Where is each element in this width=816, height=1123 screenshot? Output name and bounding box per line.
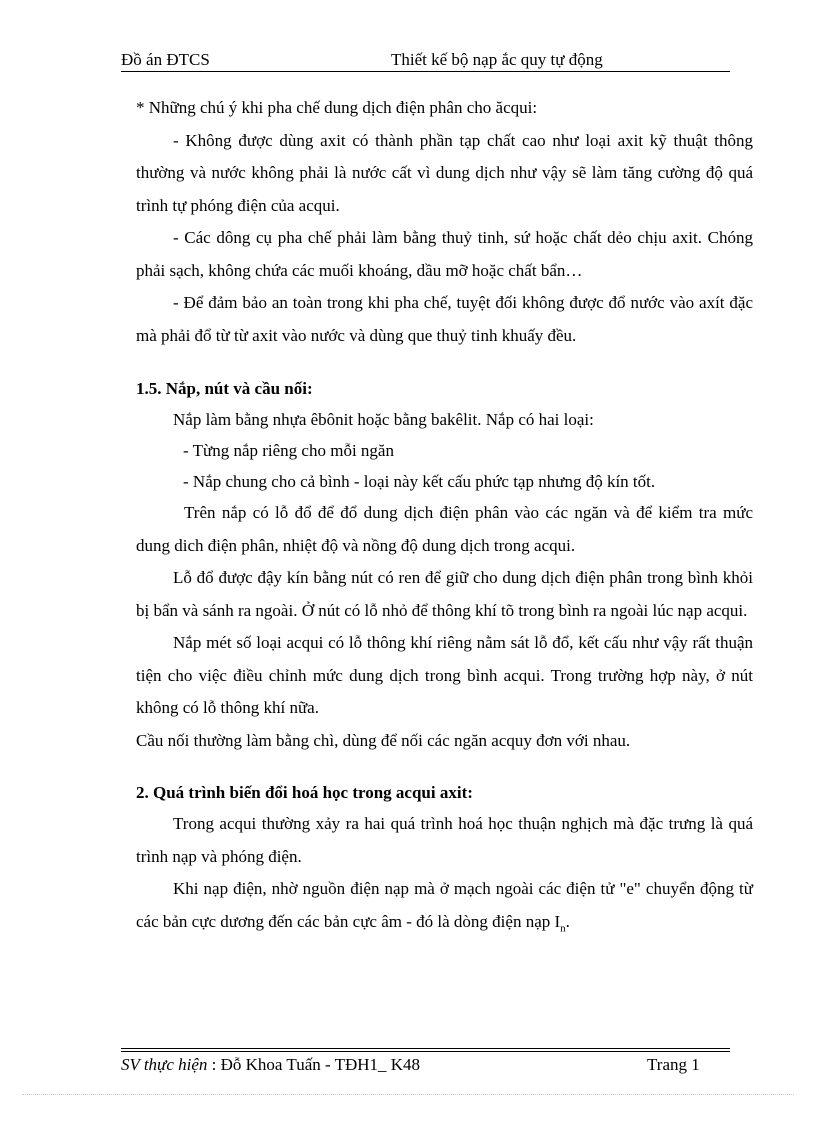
paragraph-chemical-process: Trong acqui thường xảy ra hai quá trình hoá học thuận nghịch mà đặc trưng là quá trình nạp và phóng điện. (136, 814, 753, 866)
paragraph-vent: Nắp mét số loại acqui có lỗ thông khí riêng nằm sát lỗ đổ, kết cấu như vậy rất thuận tiện cho việc điều chỉnh mức dung dịch trong bình acqui. Trong trường hợp này, ở nút không có lỗ thông khí nữa. (136, 633, 753, 717)
footer-author-label: SV thực hiện (121, 1055, 208, 1074)
footer-author-name: : Đỗ Khoa Tuấn - TĐH1_ K48 (207, 1055, 421, 1074)
charging-period: . (565, 911, 570, 931)
section-heading-1-5: 1.5. Nắp, nút và cầu nối: (136, 379, 313, 398)
paragraph-notes-intro: * Những chú ý khi pha chế dung dịch điện phân cho ăcqui: (136, 98, 538, 117)
paragraph-acid-impurity: - Không được dùng axit có thành phần tạp chất cao như loại axit kỹ thuật thông thường và nước không phải là nước cất vì dung dịch như vậy sẽ làm tăng cường độ quá trình tự phóng điện của acqui. (136, 130, 753, 215)
footer-rule-top (121, 1048, 730, 1049)
document-body (136, 92, 753, 938)
header-rule (121, 71, 730, 72)
paragraph-cap-material: Nắp làm bằng nhựa êbônit hoặc bằng bakêlit. Nắp có hai loại: (173, 410, 594, 429)
paragraph-fill-hole: Trên nắp có lỗ đổ để đổ dung dịch điện phân vào các ngăn và để kiểm tra mức dung dich điện phân, nhiệt độ và nồng độ dung dịch trong acqui. (136, 503, 753, 555)
paragraph-tools: - Các dông cụ pha chế phải làm bằng thuỷ tinh, sứ hoặc chất dẻo chịu axit. Chóng phải sạch, không chứa các muối khoáng, dầu mỡ hoặc chất bẩn… (136, 228, 753, 280)
paragraph-charging (136, 873, 753, 938)
list-item: - Nắp chung cho cả bình - loại này kết cấu phức tạp nhưng độ kín tốt. (183, 472, 656, 491)
paragraph-plug: Lỗ đổ được đậy kín bằng nút có ren để giữ cho dung dịch điện phân trong bình khỏi bị bẩn và sánh ra ngoài. Ở nút có lỗ nhỏ để thông khí tõ trong bình ra ngoài lúc nạp acqui. (136, 568, 753, 620)
paragraph-connectors: Cầu nối thường làm bằng chì, dùng để nối các ngăn acquy đơn với nhau. (136, 730, 631, 750)
paragraph-safety: - Để đảm bảo an toàn trong khi pha chế, tuyệt đối không được đổ nước vào axít đặc mà phải đổ từ từ axit vào nước và dùng que thuỷ tinh khuấy đều. (136, 293, 753, 345)
footer-rule-bottom (121, 1051, 730, 1052)
footer-author (121, 1055, 420, 1075)
header-project-title: Đồ án ĐTCS (121, 50, 210, 69)
section-heading-2: 2. Quá trình biến đổi hoá học trong acqui axit: (136, 783, 473, 802)
list-item: - Từng nắp riêng cho mỗi ngăn (183, 441, 394, 460)
header-document-title: Thiết kế bộ nạp ắc quy tự động (391, 50, 603, 69)
charging-subscript: n (560, 921, 566, 934)
page-bottom-edge (22, 1094, 794, 1095)
charging-text: Khi nạp điện, nhờ nguồn điện nạp mà ở mạch ngoài các điện tử "e" chuyển động từ các bản cực dương đến các bản cực âm - đó là dòng điện nạp I (136, 879, 753, 931)
footer-page-number: Trang 1 (647, 1055, 700, 1074)
